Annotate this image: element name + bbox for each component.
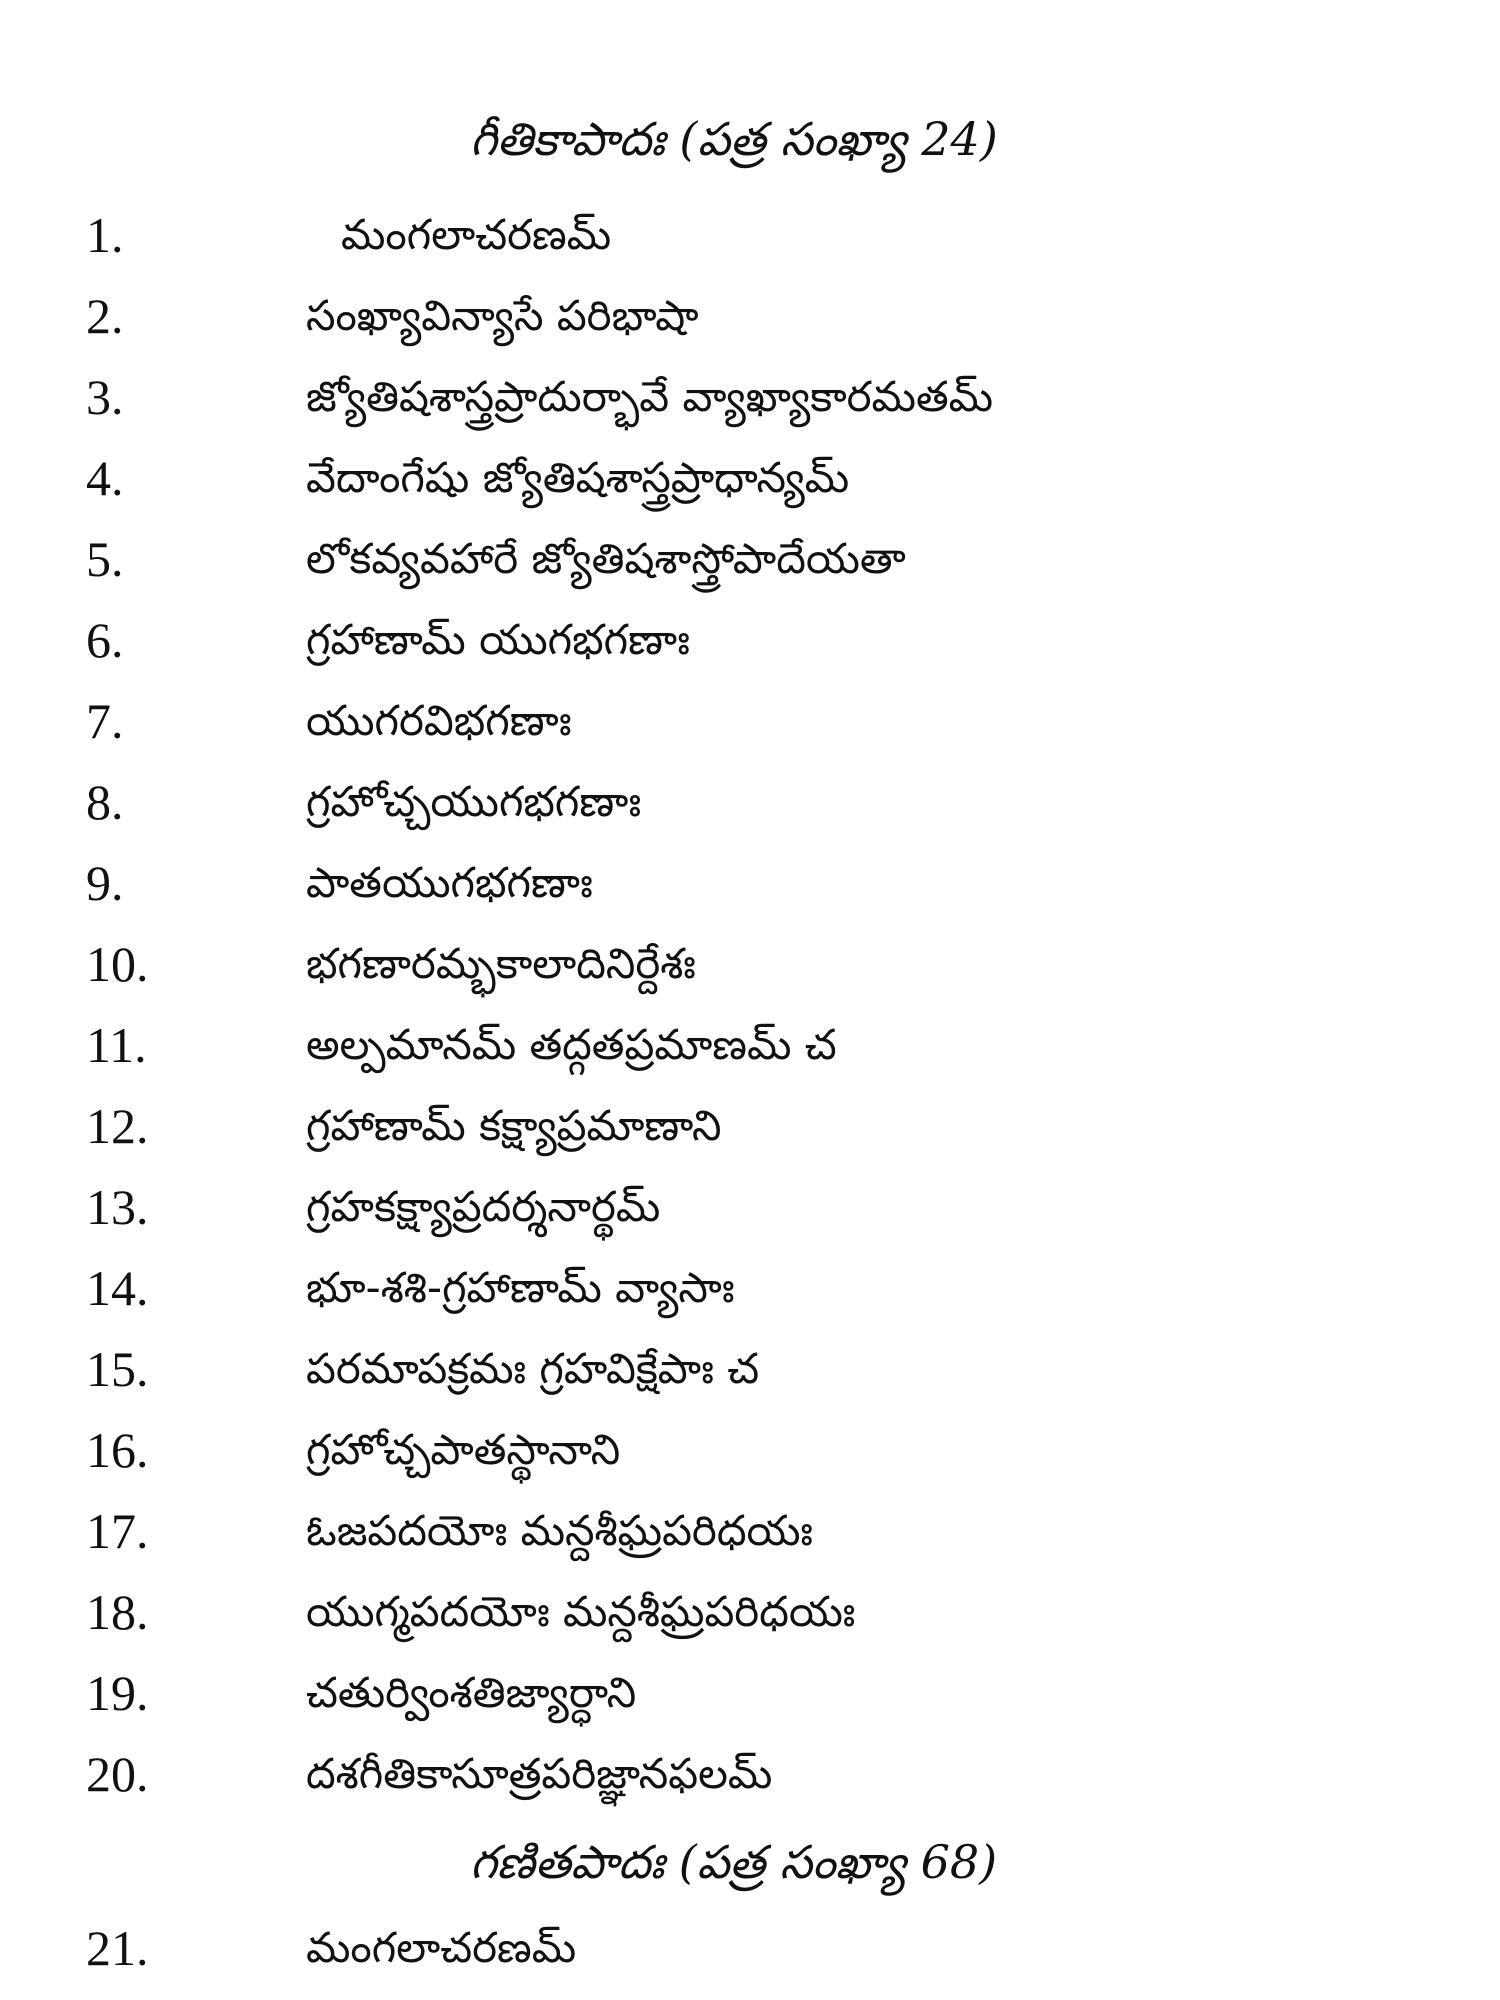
list-item [86, 1496, 813, 1566]
item-text: మంగలాచరణమ్ [306, 1923, 577, 1972]
item-text: యుగరవిభగణాః [306, 696, 572, 745]
item-number: 17. [86, 1503, 149, 1559]
item-text: జ్యోతిషశాస్త్రప్రాదుర్భావే వ్యాఖ్యాకారమతమ్ [306, 372, 994, 421]
section-heading-gitikapada: గీతికాపాదః (పత్ర సంఖ్యా 24) [470, 112, 998, 166]
item-number: 9. [86, 855, 124, 911]
item-number: 21. [86, 1920, 149, 1976]
item-text: ఓజపదయోః మన్దశీఘ్రపరిధయః [306, 1506, 813, 1555]
item-text: పాతయుగభగణాః [306, 858, 593, 907]
item-number: 12. [86, 1098, 149, 1154]
item-text: చతుర్వింశతిజ్యార్ధాని [306, 1668, 637, 1717]
item-text: గ్రహాణామ్ కక్ష్యాప్రమాణాని [306, 1101, 722, 1150]
item-text: లోకవ్యవహారే జ్యోతిషశాస్త్రోపాదేయతా [306, 534, 906, 583]
item-number: 7. [86, 693, 124, 749]
item-text: వేదాంగేషు జ్యోతిషశాస్త్రప్రాధాన్యమ్ [306, 453, 850, 502]
item-number: 14. [86, 1260, 149, 1316]
list-item [86, 1658, 636, 1728]
list-item [86, 1091, 722, 1161]
list-item [86, 1010, 837, 1080]
item-number: 1. [86, 207, 124, 263]
item-number: 2. [86, 288, 124, 344]
list-item [86, 362, 993, 432]
item-text: గ్రహాణామ్ యుగభగణాః [306, 615, 690, 664]
list-item [86, 1415, 620, 1485]
list-item [86, 1913, 576, 1983]
item-number: 19. [86, 1665, 149, 1721]
item-number: 3. [86, 369, 124, 425]
list-item [86, 200, 611, 270]
item-text: గ్రహోచ్చపాతస్థానాని [306, 1425, 621, 1474]
item-number: 8. [86, 774, 124, 830]
item-text: గ్రహోచ్చయుగభగణాః [306, 777, 642, 826]
item-number: 20. [86, 1746, 149, 1802]
item-number: 10. [86, 936, 149, 992]
item-text: యుగ్మపదయోః మన్దశీఘ్రపరిధయః [306, 1587, 856, 1636]
item-number: 4. [86, 450, 124, 506]
item-number: 15. [86, 1341, 149, 1397]
item-number: 6. [86, 612, 124, 668]
item-text: గ్రహకక్ష్యాప్రదర్శనార్థమ్ [306, 1182, 661, 1231]
item-text: సంఖ్యావిన్యాసే పరిభాషా [306, 291, 699, 340]
item-number: 16. [86, 1422, 149, 1478]
list-item [86, 767, 641, 837]
item-number: 11. [86, 1017, 147, 1073]
list-item [86, 1172, 660, 1242]
item-text: మంగలాచరణమ్ [341, 210, 612, 259]
list-item [86, 848, 593, 918]
list-item [86, 1577, 855, 1647]
list-item [86, 929, 696, 999]
section-heading-ganitapada: గణితపాదః (పత్ర సంఖ్యా 68) [470, 1835, 998, 1889]
list-item [86, 605, 690, 675]
list-item [86, 1253, 735, 1323]
item-text: దశగీతికాసూత్రపరిజ్ఞానఫలమ్ [306, 1749, 773, 1798]
list-item [86, 686, 572, 756]
list-item [86, 281, 699, 351]
item-text: అల్పమానమ్ తద్గతప్రమాణమ్ చ [306, 1020, 837, 1069]
item-number: 5. [86, 531, 124, 587]
list-item [86, 1739, 772, 1809]
item-number: 13. [86, 1179, 149, 1235]
item-text: భూ-శశి-గ్రహాణామ్ వ్యాసాః [306, 1263, 735, 1312]
item-number: 18. [86, 1584, 149, 1640]
item-text: భగణారమ్భకాలాదినిర్దేశః [306, 939, 696, 988]
list-item [86, 1334, 759, 1404]
list-item [86, 443, 849, 513]
item-text: పరమాపక్రమః గ్రహవిక్షేపాః చ [306, 1344, 760, 1393]
list-item [86, 524, 906, 594]
